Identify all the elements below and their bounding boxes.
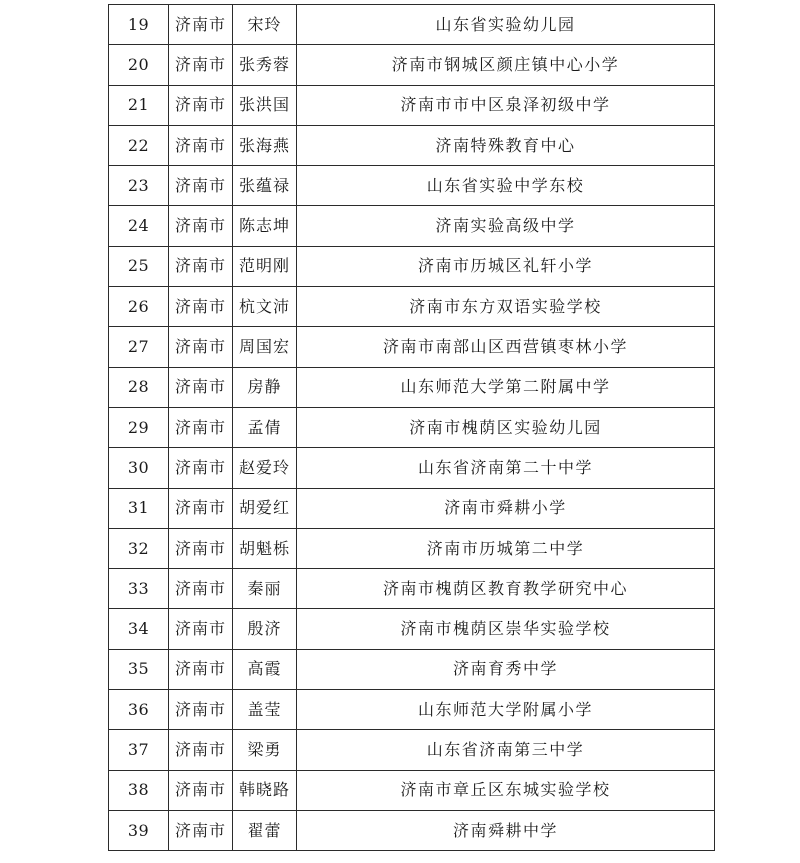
row-number-cell: 39	[109, 810, 169, 850]
work-unit-cell: 济南市市中区泉泽初级中学	[297, 85, 715, 125]
work-unit-cell: 济南实验高级中学	[297, 206, 715, 246]
work-unit-cell: 山东师范大学附属小学	[297, 690, 715, 730]
city-cell: 济南市	[169, 206, 233, 246]
table-row	[109, 246, 715, 286]
table-row	[109, 166, 715, 206]
row-number-cell: 24	[109, 206, 169, 246]
person-name-cell: 宋玲	[233, 5, 297, 45]
row-number-cell: 29	[109, 407, 169, 447]
table-row	[109, 5, 715, 45]
work-unit-cell: 济南市东方双语实验学校	[297, 287, 715, 327]
person-name-cell: 梁勇	[233, 730, 297, 770]
roster-sheet	[108, 4, 714, 851]
city-cell: 济南市	[169, 407, 233, 447]
city-cell: 济南市	[169, 5, 233, 45]
row-number-cell: 22	[109, 125, 169, 165]
row-number-cell: 30	[109, 448, 169, 488]
work-unit-cell: 济南市钢城区颜庄镇中心小学	[297, 45, 715, 85]
person-name-cell: 孟倩	[233, 407, 297, 447]
work-unit-cell: 山东省济南第二十中学	[297, 448, 715, 488]
table-row	[109, 810, 715, 850]
city-cell: 济南市	[169, 125, 233, 165]
table-row	[109, 569, 715, 609]
table-row	[109, 770, 715, 810]
person-name-cell: 翟蕾	[233, 810, 297, 850]
work-unit-cell: 济南市舜耕小学	[297, 488, 715, 528]
row-number-cell: 37	[109, 730, 169, 770]
row-number-cell: 34	[109, 609, 169, 649]
city-cell: 济南市	[169, 649, 233, 689]
person-name-cell: 盖莹	[233, 690, 297, 730]
person-name-cell: 胡爱红	[233, 488, 297, 528]
city-cell: 济南市	[169, 327, 233, 367]
table-row	[109, 488, 715, 528]
person-name-cell: 房静	[233, 367, 297, 407]
row-number-cell: 19	[109, 5, 169, 45]
person-name-cell: 范明刚	[233, 246, 297, 286]
table-row	[109, 287, 715, 327]
person-name-cell: 韩晓路	[233, 770, 297, 810]
table-row	[109, 528, 715, 568]
table-row	[109, 407, 715, 447]
work-unit-cell: 山东师范大学第二附属中学	[297, 367, 715, 407]
work-unit-cell: 济南舜耕中学	[297, 810, 715, 850]
city-cell: 济南市	[169, 770, 233, 810]
person-name-cell: 高霞	[233, 649, 297, 689]
work-unit-cell: 济南特殊教育中心	[297, 125, 715, 165]
row-number-cell: 33	[109, 569, 169, 609]
city-cell: 济南市	[169, 367, 233, 407]
work-unit-cell: 山东省济南第三中学	[297, 730, 715, 770]
table-row	[109, 730, 715, 770]
person-name-cell: 周国宏	[233, 327, 297, 367]
city-cell: 济南市	[169, 448, 233, 488]
city-cell: 济南市	[169, 730, 233, 770]
person-name-cell: 张洪国	[233, 85, 297, 125]
row-number-cell: 28	[109, 367, 169, 407]
roster-table-body	[109, 5, 715, 851]
table-row	[109, 448, 715, 488]
work-unit-cell: 济南市南部山区西营镇枣林小学	[297, 327, 715, 367]
person-name-cell: 殷济	[233, 609, 297, 649]
person-name-cell: 张秀蓉	[233, 45, 297, 85]
person-name-cell: 秦丽	[233, 569, 297, 609]
row-number-cell: 23	[109, 166, 169, 206]
row-number-cell: 32	[109, 528, 169, 568]
row-number-cell: 26	[109, 287, 169, 327]
city-cell: 济南市	[169, 166, 233, 206]
table-row	[109, 125, 715, 165]
row-number-cell: 20	[109, 45, 169, 85]
city-cell: 济南市	[169, 488, 233, 528]
row-number-cell: 38	[109, 770, 169, 810]
person-name-cell: 张海燕	[233, 125, 297, 165]
city-cell: 济南市	[169, 528, 233, 568]
row-number-cell: 36	[109, 690, 169, 730]
city-cell: 济南市	[169, 569, 233, 609]
work-unit-cell: 济南市历城区礼轩小学	[297, 246, 715, 286]
roster-table	[108, 4, 715, 851]
city-cell: 济南市	[169, 810, 233, 850]
table-row	[109, 85, 715, 125]
person-name-cell: 杭文沛	[233, 287, 297, 327]
work-unit-cell: 山东省实验中学东校	[297, 166, 715, 206]
work-unit-cell: 济南市历城第二中学	[297, 528, 715, 568]
table-row	[109, 609, 715, 649]
city-cell: 济南市	[169, 45, 233, 85]
table-row	[109, 649, 715, 689]
row-number-cell: 27	[109, 327, 169, 367]
work-unit-cell: 济南育秀中学	[297, 649, 715, 689]
work-unit-cell: 济南市章丘区东城实验学校	[297, 770, 715, 810]
city-cell: 济南市	[169, 85, 233, 125]
table-row	[109, 690, 715, 730]
city-cell: 济南市	[169, 690, 233, 730]
table-row	[109, 367, 715, 407]
work-unit-cell: 山东省实验幼儿园	[297, 5, 715, 45]
person-name-cell: 陈志坤	[233, 206, 297, 246]
person-name-cell: 赵爱玲	[233, 448, 297, 488]
city-cell: 济南市	[169, 287, 233, 327]
row-number-cell: 21	[109, 85, 169, 125]
city-cell: 济南市	[169, 609, 233, 649]
work-unit-cell: 济南市槐荫区教育教学研究中心	[297, 569, 715, 609]
person-name-cell: 胡魁栎	[233, 528, 297, 568]
table-row	[109, 45, 715, 85]
person-name-cell: 张蕴禄	[233, 166, 297, 206]
table-row	[109, 327, 715, 367]
city-cell: 济南市	[169, 246, 233, 286]
row-number-cell: 35	[109, 649, 169, 689]
work-unit-cell: 济南市槐荫区崇华实验学校	[297, 609, 715, 649]
table-row	[109, 206, 715, 246]
row-number-cell: 31	[109, 488, 169, 528]
row-number-cell: 25	[109, 246, 169, 286]
work-unit-cell: 济南市槐荫区实验幼儿园	[297, 407, 715, 447]
